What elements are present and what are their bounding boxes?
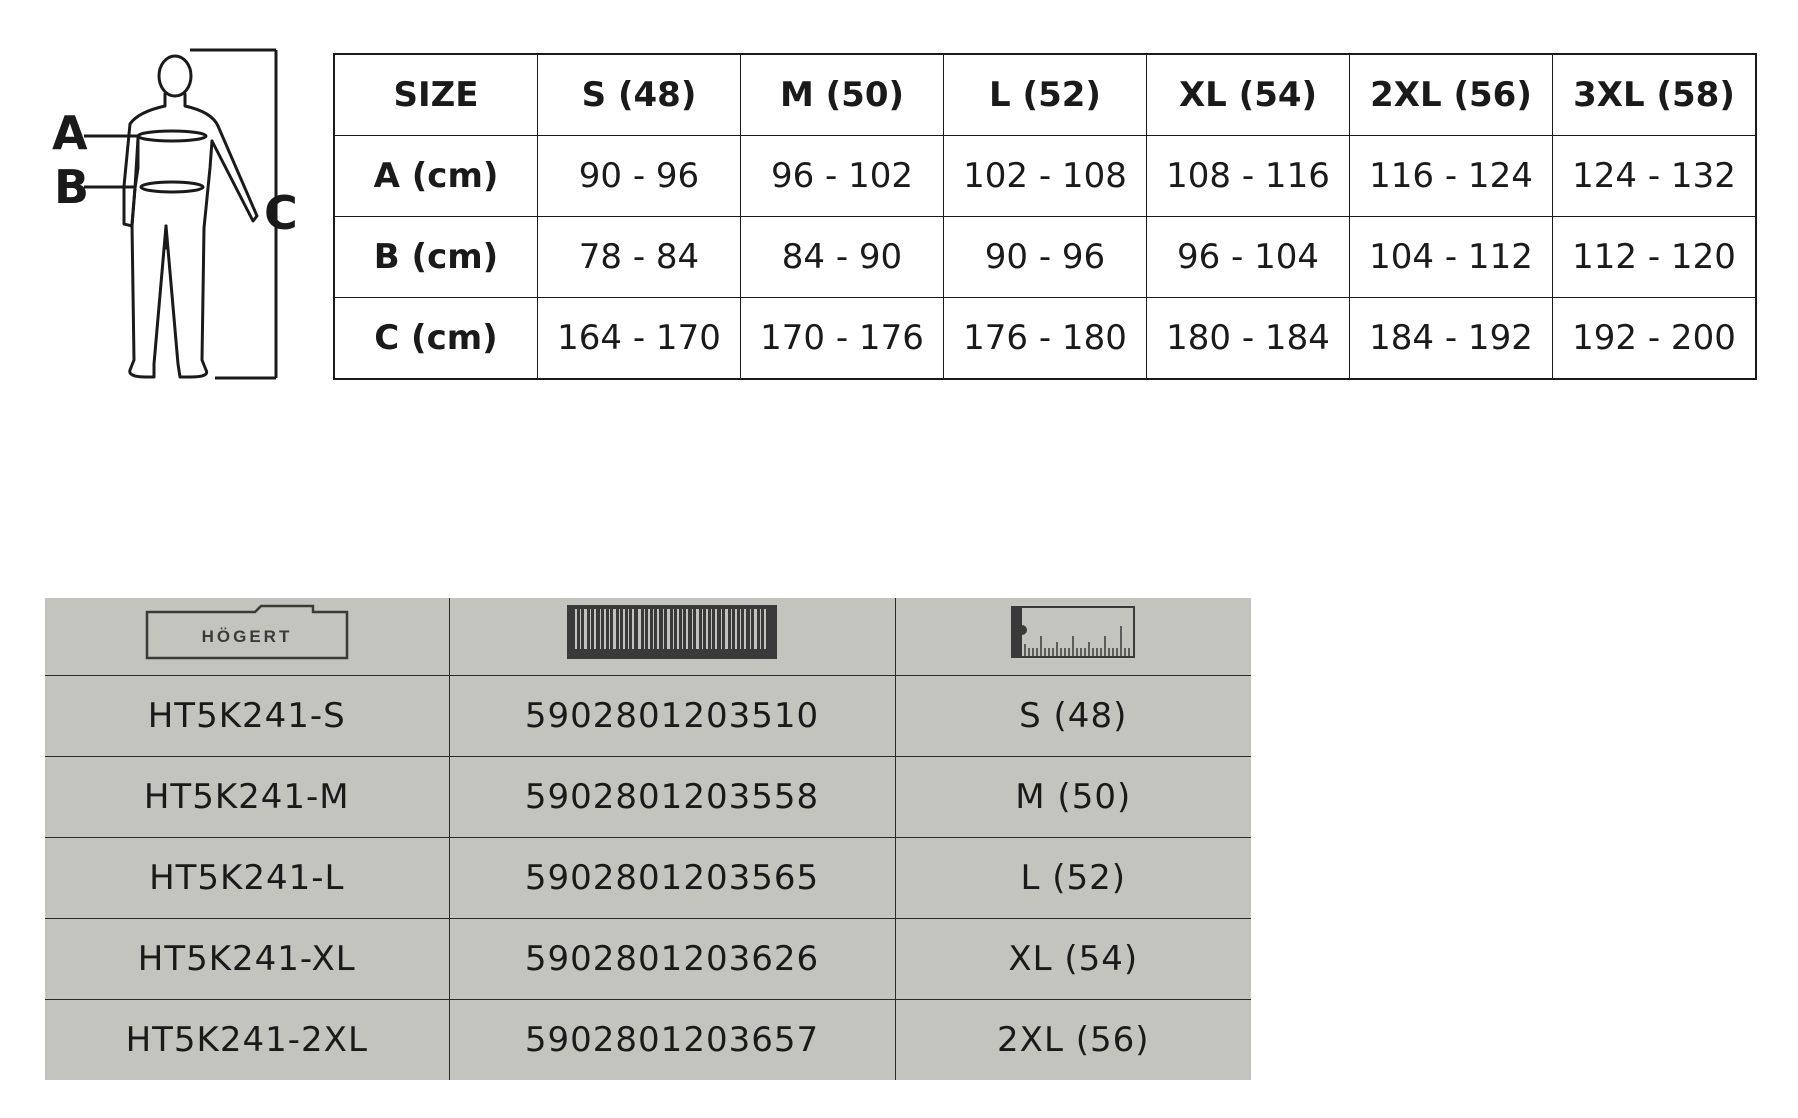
ean-cell: 5902801203626 <box>449 919 895 1000</box>
table-row <box>334 217 1756 298</box>
header-cell: L (52) <box>944 54 1147 136</box>
size-cell: XL (54) <box>895 919 1251 1000</box>
table-cell: 78 - 84 <box>538 217 741 298</box>
label-b: B <box>54 160 90 214</box>
table-row <box>45 757 1251 838</box>
header-cell <box>895 598 1251 676</box>
row-label: C (cm) <box>334 298 538 380</box>
table-cell: 108 - 116 <box>1147 136 1350 217</box>
table-cell: 112 - 120 <box>1553 217 1757 298</box>
table-cell: 104 - 112 <box>1350 217 1553 298</box>
table-cell: 102 - 108 <box>944 136 1147 217</box>
ean-cell: 5902801203558 <box>449 757 895 838</box>
product-code-cell: HT5K241-XL <box>45 919 449 1000</box>
header-cell: 2XL (56) <box>1350 54 1553 136</box>
product-code-cell: HT5K241-M <box>45 757 449 838</box>
barcode-icon <box>567 605 777 668</box>
table-cell: 96 - 102 <box>741 136 944 217</box>
ean-cell: 5902801203657 <box>449 1000 895 1081</box>
table-header-row <box>334 54 1756 136</box>
logo-text: HÖGERT <box>201 627 293 646</box>
table-cell: 90 - 96 <box>538 136 741 217</box>
size-cell: S (48) <box>895 676 1251 757</box>
body-measurement-figure <box>50 48 310 388</box>
product-code-table <box>45 598 1251 1080</box>
icon-header-row <box>45 598 1251 676</box>
header-cell <box>45 598 449 676</box>
label-c: C <box>264 186 298 240</box>
table-row <box>45 676 1251 757</box>
table-cell: 90 - 96 <box>944 217 1147 298</box>
table-cell: 180 - 184 <box>1147 298 1350 380</box>
table-cell: 96 - 104 <box>1147 217 1350 298</box>
size-cell: M (50) <box>895 757 1251 838</box>
table-cell: 124 - 132 <box>1553 136 1757 217</box>
product-code-cell: HT5K241-2XL <box>45 1000 449 1081</box>
header-cell: S (48) <box>538 54 741 136</box>
label-a: A <box>52 106 88 160</box>
product-code-cell: HT5K241-L <box>45 838 449 919</box>
row-label: B (cm) <box>334 217 538 298</box>
table-cell: 116 - 124 <box>1350 136 1553 217</box>
table-cell: 192 - 200 <box>1553 298 1757 380</box>
header-cell: XL (54) <box>1147 54 1350 136</box>
table-cell: 164 - 170 <box>538 298 741 380</box>
hogert-logo-icon <box>145 604 349 669</box>
table-cell: 184 - 192 <box>1350 298 1553 380</box>
ean-cell: 5902801203510 <box>449 676 895 757</box>
table-row <box>45 1000 1251 1081</box>
table-cell: 176 - 180 <box>944 298 1147 380</box>
row-label: A (cm) <box>334 136 538 217</box>
header-cell: M (50) <box>741 54 944 136</box>
ruler-icon <box>1011 606 1135 667</box>
size-cell: L (52) <box>895 838 1251 919</box>
size-cell: 2XL (56) <box>895 1000 1251 1081</box>
table-row <box>334 298 1756 380</box>
table-row <box>45 838 1251 919</box>
size-chart-table <box>333 53 1757 380</box>
table-cell: 170 - 176 <box>741 298 944 380</box>
header-cell: 3XL (58) <box>1553 54 1757 136</box>
table-cell: 84 - 90 <box>741 217 944 298</box>
product-code-cell: HT5K241-S <box>45 676 449 757</box>
table-row <box>334 136 1756 217</box>
table-row <box>45 919 1251 1000</box>
header-cell <box>449 598 895 676</box>
ean-cell: 5902801203565 <box>449 838 895 919</box>
header-cell: SIZE <box>334 54 538 136</box>
